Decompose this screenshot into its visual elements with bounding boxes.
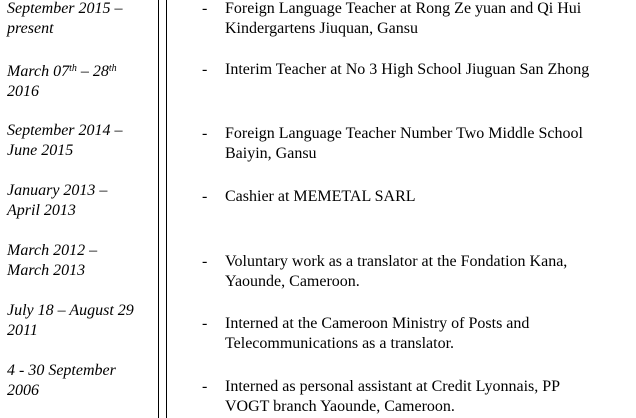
bullet-dash: - bbox=[202, 188, 208, 205]
date-line: January 2013 – bbox=[7, 182, 108, 199]
experience-entry-1 bbox=[202, 0, 632, 39]
description-line: Kindergartens Jiuquan, Gansu bbox=[225, 20, 418, 37]
entry-description bbox=[225, 0, 632, 39]
experience-entry-6 bbox=[202, 314, 632, 354]
date-line: 2006 bbox=[7, 382, 39, 399]
bullet-dash: - bbox=[202, 315, 208, 332]
date-entry-1 bbox=[7, 0, 155, 39]
description-line: Yaounde, Cameroon. bbox=[225, 273, 360, 290]
date-entry-4 bbox=[7, 181, 155, 221]
date-line: July 18 – August 29 bbox=[7, 302, 134, 319]
date-superscript: th bbox=[108, 63, 117, 74]
bullet-dash: - bbox=[202, 253, 208, 270]
description-line: Foreign Language Teacher Number Two Middle School bbox=[225, 125, 583, 142]
entry-description bbox=[225, 377, 632, 417]
date-range: – 28 bbox=[76, 63, 109, 80]
date-line: September 2015 – bbox=[7, 0, 123, 17]
entry-description bbox=[225, 314, 632, 354]
date-line: 2011 bbox=[7, 322, 38, 339]
bullet-dash: - bbox=[202, 125, 208, 142]
date-entry-6 bbox=[7, 301, 155, 341]
date-line: present bbox=[7, 20, 54, 37]
date-entry-2 bbox=[7, 62, 155, 102]
entry-description bbox=[225, 124, 632, 164]
experience-entry-7 bbox=[202, 377, 632, 417]
date-line: March 2013 bbox=[7, 262, 86, 279]
description-line: Voluntary work as a translator at the Fondation Kana, bbox=[225, 253, 568, 270]
experience-entry-5 bbox=[202, 252, 632, 292]
experience-entry-4 bbox=[202, 187, 632, 207]
date-entry-7 bbox=[7, 361, 155, 401]
description-line: Baiyin, Gansu bbox=[225, 145, 317, 162]
description-line: VOGT branch Yaounde, Cameroon. bbox=[225, 398, 455, 415]
description-line: Interned as personal assistant at Credit Lyonnais, PP bbox=[225, 378, 561, 395]
date-superscript: th bbox=[69, 63, 77, 74]
date-entry-3 bbox=[7, 121, 155, 161]
description-line: Interim Teacher at No 3 High School Jiuguan San Zhong bbox=[225, 61, 590, 78]
date-month: March 07 bbox=[7, 63, 70, 80]
date-line: June 2015 bbox=[7, 142, 74, 159]
date-line: April 2013 bbox=[7, 202, 76, 219]
bullet-dash: - bbox=[202, 0, 208, 17]
date-line: September 2014 – bbox=[7, 122, 123, 139]
description-line: Cashier at MEMETAL SARL bbox=[225, 188, 416, 205]
entry-description bbox=[225, 187, 632, 207]
date-line: 4 - 30 September bbox=[7, 362, 116, 379]
experience-entry-3 bbox=[202, 124, 632, 164]
bullet-dash: - bbox=[202, 378, 208, 395]
date-line: 2016 bbox=[7, 83, 39, 100]
description-line: Foreign Language Teacher at Rong Ze yuan and Qi Hui bbox=[225, 0, 582, 17]
date-line bbox=[7, 62, 155, 82]
column-divider-left bbox=[158, 0, 159, 418]
description-line: Telecommunications as a translator. bbox=[225, 335, 455, 352]
description-line: Interned at the Cameroon Ministry of Posts and bbox=[225, 315, 530, 332]
entry-description bbox=[225, 60, 632, 80]
entry-description bbox=[225, 252, 632, 292]
bullet-dash: - bbox=[202, 61, 208, 78]
experience-entry-2 bbox=[202, 60, 632, 80]
date-line: March 2012 – bbox=[7, 242, 98, 259]
column-divider-right bbox=[166, 0, 167, 418]
date-entry-5 bbox=[7, 241, 155, 281]
